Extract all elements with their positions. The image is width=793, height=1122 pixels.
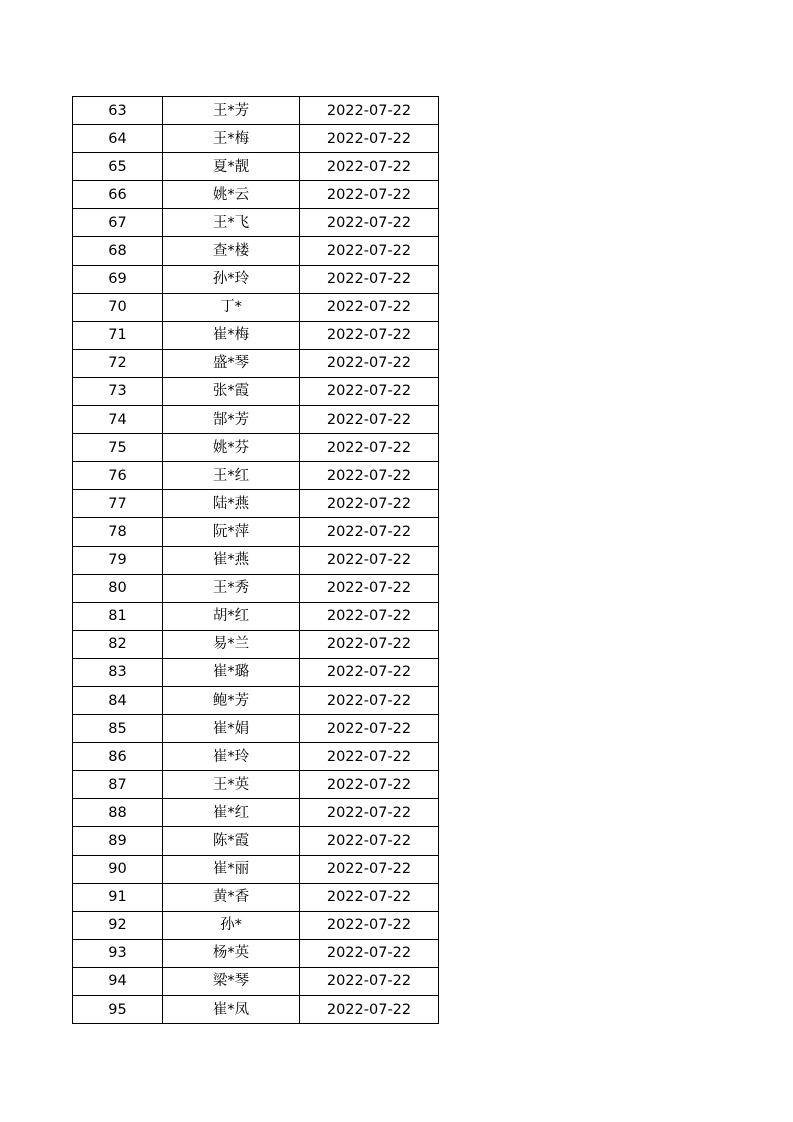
date-cell: 2022-07-22 xyxy=(300,97,439,125)
row-number-cell: 68 xyxy=(73,237,163,265)
row-number-cell: 75 xyxy=(73,434,163,462)
table-row xyxy=(73,911,439,939)
table-row xyxy=(73,827,439,855)
name-cell: 陆*燕 xyxy=(163,490,300,518)
row-number-cell: 83 xyxy=(73,658,163,686)
row-number-cell: 63 xyxy=(73,97,163,125)
table-row xyxy=(73,855,439,883)
row-number-cell: 92 xyxy=(73,911,163,939)
row-number-cell: 65 xyxy=(73,153,163,181)
date-cell: 2022-07-22 xyxy=(300,967,439,995)
table-row xyxy=(73,546,439,574)
table-row xyxy=(73,406,439,434)
date-cell: 2022-07-22 xyxy=(300,743,439,771)
row-number-cell: 81 xyxy=(73,602,163,630)
date-cell: 2022-07-22 xyxy=(300,434,439,462)
name-cell: 崔*燕 xyxy=(163,546,300,574)
table-row xyxy=(73,349,439,377)
name-cell: 王*梅 xyxy=(163,125,300,153)
table-row xyxy=(73,490,439,518)
date-cell: 2022-07-22 xyxy=(300,237,439,265)
date-cell: 2022-07-22 xyxy=(300,911,439,939)
name-cell: 查*楼 xyxy=(163,237,300,265)
row-number-cell: 78 xyxy=(73,518,163,546)
row-number-cell: 85 xyxy=(73,715,163,743)
date-cell: 2022-07-22 xyxy=(300,658,439,686)
row-number-cell: 80 xyxy=(73,574,163,602)
row-number-cell: 82 xyxy=(73,630,163,658)
row-number-cell: 94 xyxy=(73,967,163,995)
record-table-body xyxy=(73,97,439,1024)
name-cell: 杨*英 xyxy=(163,939,300,967)
name-cell: 郜*芳 xyxy=(163,406,300,434)
table-row xyxy=(73,939,439,967)
table-row xyxy=(73,602,439,630)
date-cell: 2022-07-22 xyxy=(300,518,439,546)
table-row xyxy=(73,686,439,714)
date-cell: 2022-07-22 xyxy=(300,939,439,967)
date-cell: 2022-07-22 xyxy=(300,209,439,237)
date-cell: 2022-07-22 xyxy=(300,827,439,855)
date-cell: 2022-07-22 xyxy=(300,377,439,405)
row-number-cell: 95 xyxy=(73,996,163,1024)
table-row xyxy=(73,996,439,1024)
table-row xyxy=(73,153,439,181)
table-row xyxy=(73,967,439,995)
date-cell: 2022-07-22 xyxy=(300,490,439,518)
name-cell: 胡*红 xyxy=(163,602,300,630)
row-number-cell: 66 xyxy=(73,181,163,209)
name-cell: 夏*靓 xyxy=(163,153,300,181)
row-number-cell: 74 xyxy=(73,406,163,434)
date-cell: 2022-07-22 xyxy=(300,630,439,658)
row-number-cell: 79 xyxy=(73,546,163,574)
date-cell: 2022-07-22 xyxy=(300,799,439,827)
name-cell: 王*芳 xyxy=(163,97,300,125)
row-number-cell: 71 xyxy=(73,321,163,349)
name-cell: 黄*香 xyxy=(163,883,300,911)
row-number-cell: 84 xyxy=(73,686,163,714)
table-row xyxy=(73,630,439,658)
row-number-cell: 73 xyxy=(73,377,163,405)
table-row xyxy=(73,799,439,827)
date-cell: 2022-07-22 xyxy=(300,771,439,799)
table-row xyxy=(73,434,439,462)
name-cell: 易*兰 xyxy=(163,630,300,658)
row-number-cell: 88 xyxy=(73,799,163,827)
row-number-cell: 67 xyxy=(73,209,163,237)
table-row xyxy=(73,462,439,490)
name-cell: 王*英 xyxy=(163,771,300,799)
table-row xyxy=(73,658,439,686)
table-row xyxy=(73,265,439,293)
date-cell: 2022-07-22 xyxy=(300,686,439,714)
date-cell: 2022-07-22 xyxy=(300,125,439,153)
name-cell: 阮*萍 xyxy=(163,518,300,546)
name-cell: 梁*琴 xyxy=(163,967,300,995)
name-cell: 崔*璐 xyxy=(163,658,300,686)
date-cell: 2022-07-22 xyxy=(300,574,439,602)
table-row xyxy=(73,125,439,153)
date-cell: 2022-07-22 xyxy=(300,602,439,630)
name-cell: 崔*梅 xyxy=(163,321,300,349)
date-cell: 2022-07-22 xyxy=(300,855,439,883)
table-row xyxy=(73,209,439,237)
date-cell: 2022-07-22 xyxy=(300,546,439,574)
row-number-cell: 87 xyxy=(73,771,163,799)
row-number-cell: 76 xyxy=(73,462,163,490)
date-cell: 2022-07-22 xyxy=(300,181,439,209)
name-cell: 鲍*芳 xyxy=(163,686,300,714)
row-number-cell: 91 xyxy=(73,883,163,911)
name-cell: 丁* xyxy=(163,293,300,321)
table-row xyxy=(73,377,439,405)
name-cell: 姚*云 xyxy=(163,181,300,209)
name-cell: 崔*娟 xyxy=(163,715,300,743)
name-cell: 崔*红 xyxy=(163,799,300,827)
row-number-cell: 72 xyxy=(73,349,163,377)
row-number-cell: 90 xyxy=(73,855,163,883)
date-cell: 2022-07-22 xyxy=(300,293,439,321)
name-cell: 孙* xyxy=(163,911,300,939)
table-row xyxy=(73,97,439,125)
date-cell: 2022-07-22 xyxy=(300,715,439,743)
name-cell: 张*霞 xyxy=(163,377,300,405)
name-cell: 王*秀 xyxy=(163,574,300,602)
date-cell: 2022-07-22 xyxy=(300,406,439,434)
table-row xyxy=(73,574,439,602)
table-row xyxy=(73,883,439,911)
name-cell: 孙*玲 xyxy=(163,265,300,293)
table-row xyxy=(73,293,439,321)
row-number-cell: 89 xyxy=(73,827,163,855)
table-row xyxy=(73,771,439,799)
row-number-cell: 86 xyxy=(73,743,163,771)
table-row xyxy=(73,518,439,546)
date-cell: 2022-07-22 xyxy=(300,349,439,377)
name-cell: 王*飞 xyxy=(163,209,300,237)
name-cell: 崔*丽 xyxy=(163,855,300,883)
date-cell: 2022-07-22 xyxy=(300,321,439,349)
date-cell: 2022-07-22 xyxy=(300,883,439,911)
table-row xyxy=(73,715,439,743)
date-cell: 2022-07-22 xyxy=(300,462,439,490)
row-number-cell: 64 xyxy=(73,125,163,153)
name-cell: 崔*凤 xyxy=(163,996,300,1024)
date-cell: 2022-07-22 xyxy=(300,153,439,181)
record-sheet xyxy=(72,96,438,1024)
name-cell: 陈*霞 xyxy=(163,827,300,855)
row-number-cell: 93 xyxy=(73,939,163,967)
name-cell: 姚*芬 xyxy=(163,434,300,462)
table-row xyxy=(73,181,439,209)
row-number-cell: 77 xyxy=(73,490,163,518)
table-row xyxy=(73,237,439,265)
name-cell: 王*红 xyxy=(163,462,300,490)
table-row xyxy=(73,321,439,349)
name-cell: 崔*玲 xyxy=(163,743,300,771)
row-number-cell: 69 xyxy=(73,265,163,293)
row-number-cell: 70 xyxy=(73,293,163,321)
table-row xyxy=(73,743,439,771)
record-table xyxy=(72,96,439,1024)
date-cell: 2022-07-22 xyxy=(300,265,439,293)
name-cell: 盛*琴 xyxy=(163,349,300,377)
date-cell: 2022-07-22 xyxy=(300,996,439,1024)
